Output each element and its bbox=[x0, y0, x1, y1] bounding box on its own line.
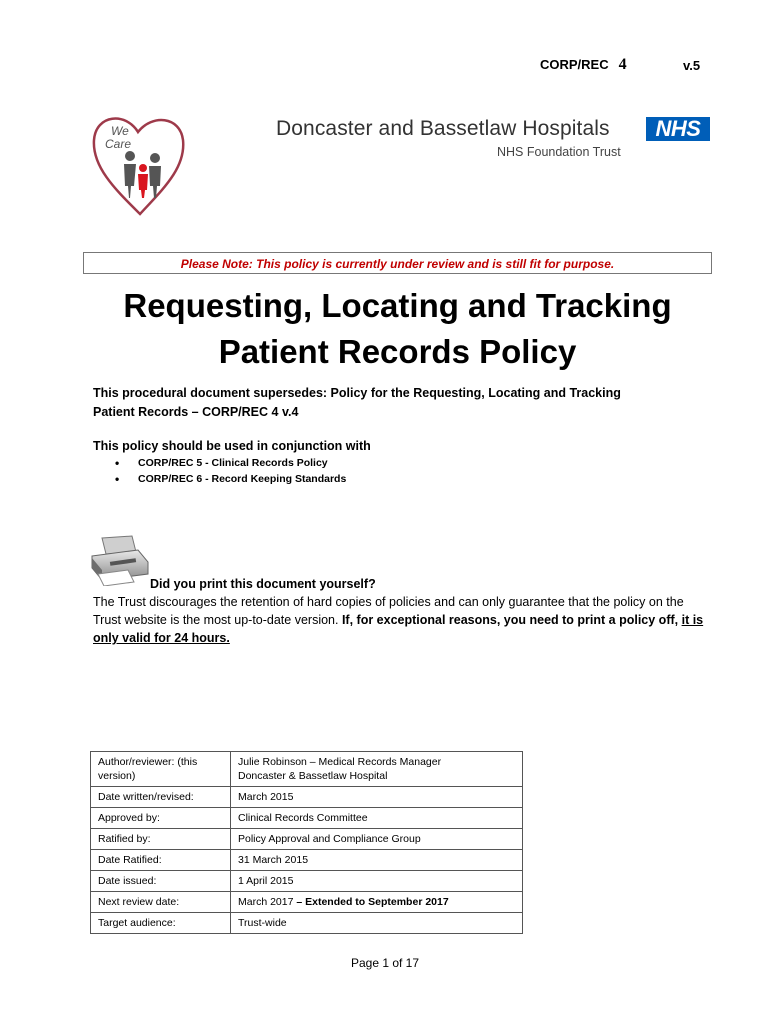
table-row bbox=[91, 808, 523, 829]
doc-number: 4 bbox=[618, 56, 627, 73]
document-info-table bbox=[90, 751, 523, 934]
table-row bbox=[91, 829, 523, 850]
table-key-cell: Author/reviewer: (this version) bbox=[91, 752, 231, 787]
related-policies-list bbox=[115, 457, 346, 489]
printer-icon bbox=[88, 534, 150, 586]
doc-code: CORP/REC 4 bbox=[540, 56, 627, 73]
table-row bbox=[91, 752, 523, 787]
table-value-cell: Julie Robinson – Medical Records Manager Doncaster & Bassetlaw Hospital bbox=[231, 752, 523, 787]
supersedes-line-2: Patient Records – CORP/REC 4 v.4 bbox=[93, 405, 299, 419]
org-subtitle: NHS Foundation Trust bbox=[497, 145, 621, 159]
table-value-cell: March 2015 bbox=[231, 787, 523, 808]
table-key-cell: Date issued: bbox=[91, 871, 231, 892]
badge-text-line1: We bbox=[111, 124, 129, 138]
supersedes-line-1: This procedural document supersedes: Policy for the Requesting, Locating and Tracking bbox=[93, 386, 621, 400]
table-value-cell: Policy Approval and Compliance Group bbox=[231, 829, 523, 850]
table-key-cell: Target audience: bbox=[91, 913, 231, 934]
table-value-cell: Trust-wide bbox=[231, 913, 523, 934]
table-row bbox=[91, 787, 523, 808]
conjunction-heading: This policy should be used in conjunction with bbox=[93, 439, 371, 453]
table-row bbox=[91, 871, 523, 892]
table-row bbox=[91, 892, 523, 913]
table-key-cell: Ratified by: bbox=[91, 829, 231, 850]
table-row bbox=[91, 913, 523, 934]
page-number: Page 1 of 17 bbox=[350, 956, 420, 970]
table-value-cell: March 2017 – Extended to September 2017 bbox=[231, 892, 523, 913]
title-line-2: Patient Records Policy bbox=[218, 333, 577, 370]
table-key-cell: Approved by: bbox=[91, 808, 231, 829]
we-care-heart-logo bbox=[88, 110, 188, 220]
print-warning: The Trust discourages the retention of hard copies of policies and can only guarantee that the policy on the Trust website is the most up-to-date version. If, for exceptional reasons, you need to print a policy off, it is only valid for 24 hours. bbox=[93, 595, 704, 645]
nhs-logo: NHS bbox=[646, 117, 710, 141]
table-key-cell: Next review date: bbox=[91, 892, 231, 913]
list-item: • CORP/REC 5 - Clinical Records Policy bbox=[115, 457, 346, 473]
table-key-cell: Date written/revised: bbox=[91, 787, 231, 808]
table-value-cell: 1 April 2015 bbox=[231, 871, 523, 892]
table-key-cell: Date Ratified: bbox=[91, 850, 231, 871]
title-line-1: Requesting, Locating and Tracking bbox=[123, 287, 672, 324]
policy-title bbox=[60, 283, 735, 375]
print-question: Did you print this document yourself? bbox=[150, 577, 376, 591]
table-row bbox=[91, 850, 523, 871]
list-item: • CORP/REC 6 - Record Keeping Standards bbox=[115, 473, 346, 489]
org-name: Doncaster and Bassetlaw Hospitals bbox=[276, 117, 610, 140]
review-notice: Please Note: This policy is currently under review and is still fit for purpose. bbox=[83, 252, 712, 274]
table-value-cell: Clinical Records Committee bbox=[231, 808, 523, 829]
supersedes-statement bbox=[93, 384, 693, 422]
doc-version: v.5 bbox=[683, 58, 701, 73]
table-value-cell: 31 March 2015 bbox=[231, 850, 523, 871]
badge-text-line2: Care bbox=[105, 137, 132, 151]
